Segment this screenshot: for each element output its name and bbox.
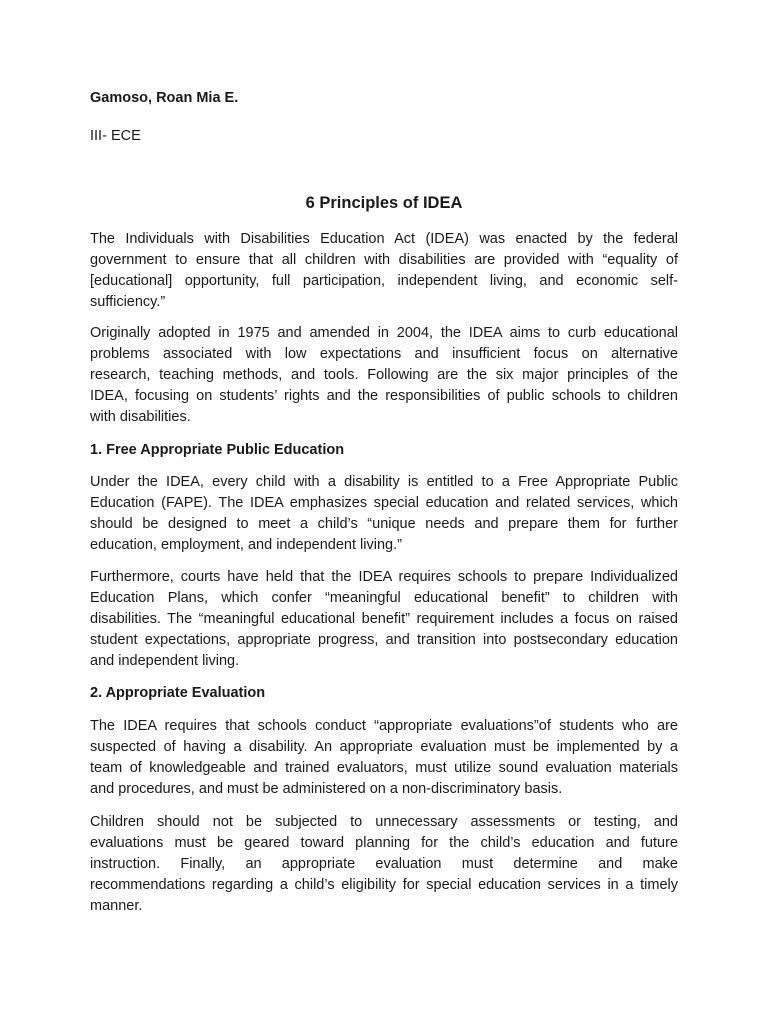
paragraph-line: instruction. Finally, an appropriate evaluation must determine and make — [90, 856, 678, 872]
paragraph-line: sufficiency.” — [90, 294, 166, 310]
paragraph-line: The IDEA requires that schools conduct “appropriate evaluations”of students who are — [90, 718, 678, 734]
paragraph-line: should be designed to meet a child’s “unique needs and prepare them for further — [90, 516, 678, 532]
heading-evaluation: 2. Appropriate Evaluation — [90, 685, 266, 701]
paragraph-line: Furthermore, courts have held that the IDEA requires schools to prepare Individualized — [90, 569, 678, 585]
paragraph-line: disabilities. The “meaningful educational benefit” requirement includes a focus on raised — [90, 611, 678, 627]
paragraph-line: [educational] opportunity, full participation, independent living, and economic self- — [90, 273, 678, 289]
paragraph-line: Children should not be subjected to unnecessary assessments or testing, and — [90, 814, 678, 830]
author-name: Gamoso, Roan Mia E. — [90, 90, 239, 106]
paragraph-line: and independent living. — [90, 653, 240, 669]
paragraph-line: evaluations must be geared toward planning for the child’s education and future — [90, 835, 678, 851]
paragraph-line: Originally adopted in 1975 and amended in 2004, the IDEA aims to curb educational — [90, 325, 678, 341]
paragraph-line: education, employment, and independent living.” — [90, 537, 402, 553]
paragraph-line: recommendations regarding a child’s eligibility for special education services in a timely — [90, 877, 678, 893]
paragraph-line: research, teaching methods, and tools. Following are the six major principles of the — [90, 367, 678, 383]
paragraph-line: student expectations, appropriate progress, and transition into postsecondary education — [90, 632, 678, 648]
paragraph-line: IDEA, focusing on students’ rights and the responsibilities of public schools to children — [90, 388, 678, 404]
document-title: 6 Principles of IDEA — [305, 194, 463, 212]
paragraph-line: suspected of having a disability. An appropriate evaluation must be implemented by a — [90, 739, 678, 755]
section-label: III- ECE — [90, 128, 141, 144]
paragraph-line: team of knowledgeable and trained evaluators, must utilize sound evaluation materials — [90, 760, 678, 776]
paragraph-line: The Individuals with Disabilities Education Act (IDEA) was enacted by the federal — [90, 231, 678, 247]
paragraph-line: Education Plans, which confer “meaningful educational benefit” to children with — [90, 590, 678, 606]
paragraph-line: and procedures, and must be administered on a non-discriminatory basis. — [90, 781, 563, 797]
paragraph-line: Under the IDEA, every child with a disability is entitled to a Free Appropriate Public — [90, 474, 678, 490]
paragraph-line: manner. — [90, 898, 143, 914]
paragraph-line: Education (FAPE). The IDEA emphasizes special education and related services, which — [90, 495, 678, 511]
paragraph-line: government to ensure that all children with disabilities are provided with “equality of — [90, 252, 678, 268]
heading-fape: 1. Free Appropriate Public Education — [90, 442, 345, 458]
paragraph-line: problems associated with low expectations and insufficient focus on alternative — [90, 346, 678, 362]
paragraph-line: with disabilities. — [90, 409, 191, 425]
